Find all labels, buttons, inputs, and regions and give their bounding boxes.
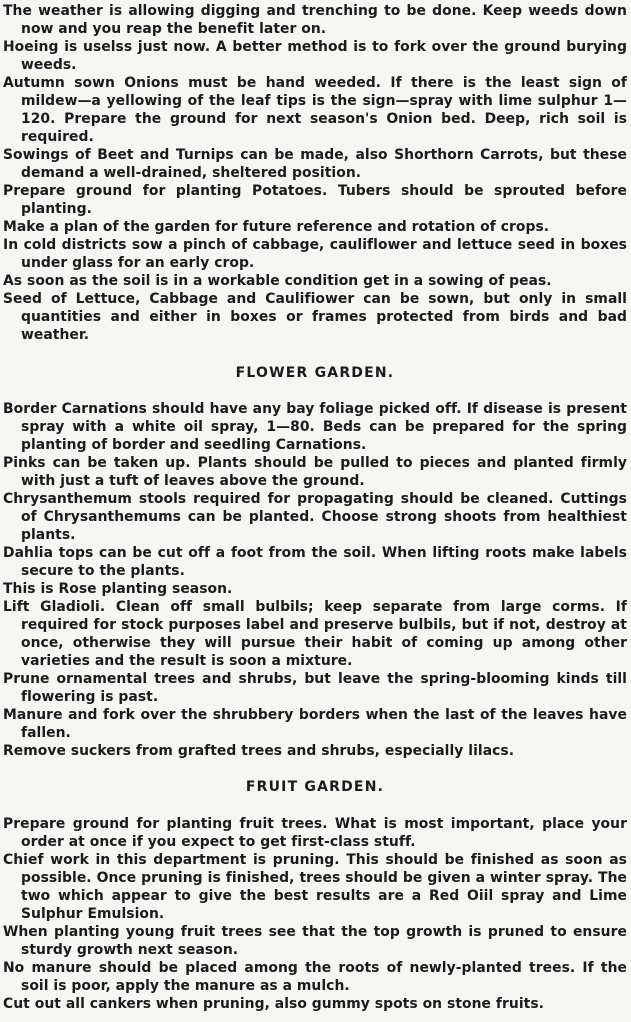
list-item: Hoeing is uselss just now. A better method is to fork over the ground burying weeds. [3,39,627,73]
list-item: Lift Gladioli. Clean off small bulbils; keep separate from large corms. If required for stock purposes label and preserve bulbils, but if not, destroy at once, otherwise they will pursue their habit of coming up among other varieties and the result is soon a mixture. [3,599,627,669]
list-item: Prepare ground for planting Potatoes. Tubers should be sprouted before planting. [3,183,627,217]
list-item: Chief work in this department is pruning. This should be finished as soon as possible. Once pruning is finished, trees should be given a winter spray. The two which appear to give the best results are a Red Oiil spray and Lime Sulphur Emulsion. [3,852,627,922]
list-item: Pinks can be taken up. Plants should be pulled to pieces and planted firmly with just a tuft of leaves above the ground. [3,455,627,489]
list-item: The weather is allowing digging and trenching to be done. Keep weeds down now and you reap the benefit later on. [3,3,627,37]
list-item: Remove suckers from grafted trees and shrubs, especially lilacs. [3,743,515,759]
list-item: As soon as the soil is in a workable condition get in a sowing of peas. [3,273,552,289]
list-item: Sowings of Beet and Turnips can be made, also Shorthorn Carrots, but these demand a well-drained, sheltered position. [3,147,627,181]
vegetable-section [3,2,627,344]
list-item: Prepare ground for planting fruit trees. What is most important, place your order at once if you expect to get first-class stuff. [3,816,627,850]
fruit-garden-heading: FRUIT GARDEN. [245,779,385,795]
list-item: In cold districts sow a pinch of cabbage, cauliflower and lettuce seed in boxes under glass for an early crop. [3,237,627,271]
list-item: Cut out all cankers when pruning, also gummy spots on stone fruits. [3,996,544,1012]
list-item: Autumn sown Onions must be hand weeded. If there is the least sign of mildew—a yellowing of the leaf tips is the sign—spray with lime sulphur 1—120. Prepare the ground for next season's Onion bed. Deep, rich soil is required. [3,75,627,145]
list-item: Prune ornamental trees and shrubs, but leave the spring-blooming kinds till flowering is past. [3,671,627,705]
fruit-section [3,815,627,1013]
list-item: Make a plan of the garden for future reference and rotation of crops. [3,219,550,235]
list-item: Chrysanthemum stools required for propagating should be cleaned. Cuttings of Chrysanthemums can be planted. Choose strong shoots from healthiest plants. [3,491,627,543]
list-item: When planting young fruit trees see that the top growth is pruned to ensure sturdy growth next season. [3,924,627,958]
list-item: Dahlia tops can be cut off a foot from the soil. When lifting roots make labels secure to the plants. [3,545,627,579]
list-item: This is Rose planting season. [3,581,233,597]
list-item: No manure should be placed among the roots of newly-planted trees. If the soil is poor, apply the manure as a mulch. [3,960,627,994]
flower-section [3,400,627,760]
list-item: Manure and fork over the shrubbery borders when the last of the leaves have fallen. [3,707,627,741]
list-item: Border Carnations should have any bay foliage picked off. If disease is present spray with a white oil spray, 1—80. Beds can be prepared for the spring planting of border and seedling Carnations. [3,401,627,453]
list-item: Seed of Lettuce, Cabbage and Caulifiower can be sown, but only in small quantities and either in boxes or frames protected from birds and bad weather. [3,291,627,343]
flower-garden-heading: FLOWER GARDEN. [235,365,395,381]
